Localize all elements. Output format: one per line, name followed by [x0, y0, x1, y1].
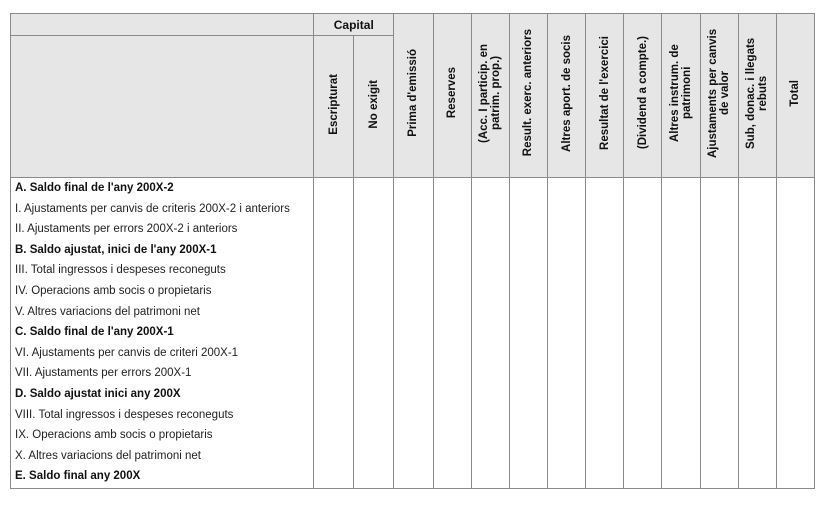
- header-col-resultat-exercici: Resultat de l'exercici: [586, 14, 624, 178]
- row-labels-list: [11, 178, 313, 487]
- header-col-total: Total: [776, 14, 814, 178]
- row-label: II. Ajustaments per errors 200X-2 i anteriors: [15, 223, 238, 236]
- data-column-subvencions: [738, 178, 776, 489]
- row-label-total: D. Saldo ajustat inici any 200X: [15, 387, 181, 400]
- data-column-reserves: [433, 178, 471, 489]
- header-col-acc-particip: (Acc. I particip. en patrim. prop.): [471, 14, 509, 178]
- row-label-total: C. Saldo final de l'any 200X-1: [15, 326, 174, 339]
- data-column-total: [776, 178, 814, 489]
- row-label: VI. Ajustaments per canvis de criteri 200X-1: [15, 346, 239, 359]
- data-column-escripturat: [314, 178, 354, 489]
- row-label: V. Altres variacions del patrimoni net: [15, 305, 200, 318]
- row-label: VII. Ajustaments per errors 200X-1: [15, 367, 192, 380]
- equity-changes-table: [10, 13, 815, 489]
- data-column-result-anteriors: [509, 178, 547, 489]
- data-column-dividend: [624, 178, 662, 489]
- row-label-total: A. Saldo final de l'any 200X-2: [15, 182, 174, 194]
- data-column-altres-instrum: [662, 178, 700, 489]
- data-column-altres-aport: [547, 178, 585, 489]
- data-column-acc-particip: [471, 178, 509, 489]
- header-col-altres-aport: Altres aport. de socis: [547, 14, 585, 178]
- header-col-no-exigit: No exigit: [354, 36, 394, 178]
- row-label: IV. Operacions amb socis o propietaris: [15, 284, 212, 297]
- row-label: I. Ajustaments per canvis de criteris 200X-2 i anteriors: [15, 202, 290, 215]
- row-label: X. Altres variacions del patrimoni net: [15, 449, 202, 462]
- header-col-altres-instrum: Altres instrum. de patrimoni: [662, 14, 700, 178]
- header-col-reserves: Reserves: [433, 14, 471, 178]
- data-column-no-exigit: [354, 178, 394, 489]
- header-group-capital: Capital: [314, 14, 394, 36]
- row-labels-column: [11, 178, 314, 489]
- header-col-prima: Prima d'emissió: [394, 14, 433, 178]
- header-col-ajustaments: Ajustaments per canvis de valor: [700, 14, 738, 178]
- row-label-total: E. Saldo final any 200X: [15, 470, 141, 483]
- data-column-ajustaments: [700, 178, 738, 489]
- row-label: VIII. Total ingressos i despeses reconeguts: [15, 408, 234, 421]
- header-blank-label-area: [11, 36, 314, 178]
- data-column-resultat-exercici: [586, 178, 624, 489]
- header-blank-corner: [11, 14, 314, 36]
- header-col-dividend: (Dividend a compte.): [624, 14, 662, 178]
- header-col-subvencions: Sub, donac. i llegats rebuts: [738, 14, 776, 178]
- row-label: III. Total ingressos i despeses reconeguts: [15, 264, 226, 277]
- row-label: IX. Operacions amb socis o propietaris: [15, 429, 213, 442]
- data-column-prima: [394, 178, 433, 489]
- header-col-escripturat: Escripturat: [314, 36, 354, 178]
- header-col-result-anteriors: Result. exerc. anteriors: [509, 14, 547, 178]
- row-label-total: B. Saldo ajustat, inici de l'any 200X-1: [15, 243, 217, 256]
